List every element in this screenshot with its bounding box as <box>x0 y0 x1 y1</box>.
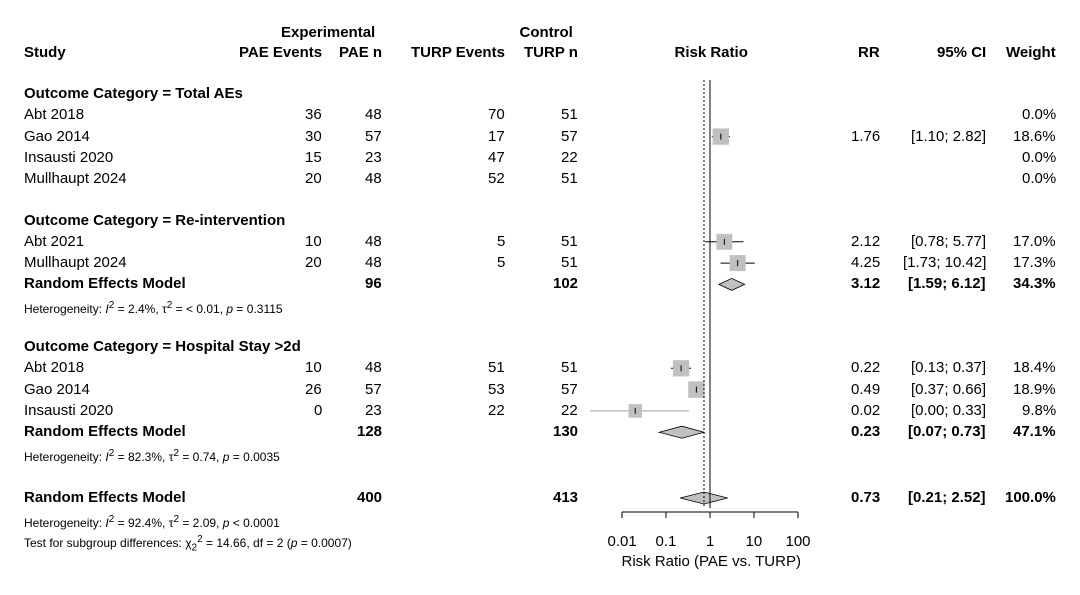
study-name: Gao 2014 <box>24 380 90 398</box>
pooled-diamond <box>719 278 745 290</box>
header-control: Control <box>519 24 573 41</box>
header-risk-ratio: Risk Ratio <box>674 44 748 61</box>
pae-n-cell: 48 <box>365 359 382 377</box>
rr-cell: 0.22 <box>851 359 881 377</box>
x-axis-label: Risk Ratio (PAE vs. TURP) <box>621 553 801 570</box>
overall-ci: [0.21; 2.52] <box>908 489 986 506</box>
pae-n-cell: 57 <box>365 127 382 145</box>
turp-n-cell: 22 <box>561 148 578 166</box>
pooled-turp-n: 130 <box>553 423 579 441</box>
study-name: Abt 2018 <box>24 106 85 124</box>
pooled-diamond <box>659 426 704 438</box>
subgroup-title: Outcome Category = Hospital Stay >2d <box>24 338 301 355</box>
weight-cell: 18.6% <box>1013 127 1056 145</box>
x-tick-label: 10 <box>745 533 763 550</box>
header-pae-events: PAE Events <box>239 44 323 61</box>
turp-n-cell: 51 <box>561 106 578 124</box>
overall-pae-n: 400 <box>357 489 383 506</box>
x-tick-label: 100 <box>785 533 811 550</box>
weight-cell: 9.8% <box>1022 401 1057 419</box>
weight-cell: 18.9% <box>1013 380 1056 398</box>
header-study: Study <box>24 44 66 61</box>
x-tick-label: 0.01 <box>607 533 637 550</box>
study-name: Mullhaupt 2024 <box>24 170 127 188</box>
pae-n-cell: 48 <box>365 232 382 250</box>
tau2-symbol: $\tau^2$ <box>162 299 173 316</box>
study-name: Insausti 2020 <box>24 148 114 166</box>
weight-cell: 0.0% <box>1022 170 1057 188</box>
weight-cell: 0.0% <box>1022 148 1057 166</box>
study-name: Insausti 2020 <box>24 401 114 419</box>
turp-n-cell: 51 <box>561 232 578 250</box>
pae-n-cell: 48 <box>365 170 382 188</box>
subgroup-title: Outcome Category = Re-intervention <box>24 211 286 229</box>
study-name: Abt 2021 <box>24 232 85 250</box>
turp-n-cell: 57 <box>561 127 578 145</box>
header-pae-n: PAE n <box>339 44 383 61</box>
pooled-label: Random Effects Model <box>24 275 186 293</box>
i2-symbol: $I^2$ <box>105 299 115 316</box>
turp-events-cell: 22 <box>488 401 505 419</box>
overall-heterogeneity-text: Heterogeneity: $I^2 = 92.4\%$, $\tau^2 = 2.09$, p < 0.0001 <box>24 514 280 530</box>
ci-cell: [0.78; 5.77] <box>911 232 987 250</box>
weight-cell: 0.0% <box>1022 106 1057 124</box>
turp-events-cell: 5 <box>497 254 506 272</box>
header-experimental: Experimental <box>281 24 376 41</box>
ci-cell: [1.73; 10.42] <box>903 254 987 272</box>
pae-events-cell: 10 <box>305 359 322 377</box>
pae-events-cell: 20 <box>305 254 322 272</box>
tau2-symbol: $\tau^2$ <box>168 447 179 464</box>
pooled-label: Random Effects Model <box>24 423 186 441</box>
overall-turp-n: 413 <box>553 489 579 506</box>
x-tick-label: 0.1 <box>655 533 677 550</box>
turp-n-cell: 51 <box>561 359 578 377</box>
pooled-weight: 34.3% <box>1013 275 1056 293</box>
ci-cell: [0.00; 0.33] <box>911 401 987 419</box>
pae-n-cell: 48 <box>365 106 382 124</box>
pae-n-cell: 57 <box>365 380 382 398</box>
pae-events-cell: 36 <box>305 106 322 124</box>
pae-events-cell: 0 <box>314 401 323 419</box>
study-name: Abt 2018 <box>24 359 85 377</box>
rr-cell: 0.02 <box>851 401 881 419</box>
pae-n-cell: 48 <box>365 254 382 272</box>
pae-n-cell: 23 <box>365 401 382 419</box>
overall-weight: 100.0% <box>1005 489 1056 506</box>
ci-cell: [0.37; 0.66] <box>911 380 987 398</box>
rr-cell: 0.49 <box>851 380 881 398</box>
heterogeneity-text: Heterogeneity: $I^2 = 2.4\%$, $\tau^2$ = < 0.01, p = 0.3115 <box>24 299 283 316</box>
pooled-pae-n: 128 <box>357 423 383 441</box>
ci-cell: [1.10; 2.82] <box>911 127 987 145</box>
p-symbol: p <box>222 516 230 530</box>
ci-cell: [0.13; 0.37] <box>911 359 987 377</box>
turp-n-cell: 51 <box>561 254 578 272</box>
pae-events-cell: 30 <box>305 127 322 145</box>
pooled-rr: 3.12 <box>851 275 881 293</box>
p-symbol: p <box>222 449 230 464</box>
pae-n-cell: 23 <box>365 148 382 166</box>
i2-symbol: $I^2$ <box>105 514 115 530</box>
rr-cell: 2.12 <box>851 232 881 250</box>
pooled-rr: 0.23 <box>851 423 881 441</box>
turp-events-cell: 5 <box>497 232 506 250</box>
pooled-pae-n: 96 <box>365 275 382 293</box>
weight-cell: 17.3% <box>1013 254 1056 272</box>
pae-events-cell: 15 <box>305 148 322 166</box>
turp-n-cell: 22 <box>561 401 578 419</box>
heterogeneity-text: Heterogeneity: $I^2 = 82.3\%$, $\tau^2 = 0.74$, p = 0.0035 <box>24 447 280 464</box>
turp-events-cell: 17 <box>488 127 505 145</box>
turp-events-cell: 53 <box>488 380 505 398</box>
rr-cell: 1.76 <box>851 127 881 145</box>
pooled-ci: [1.59; 6.12] <box>908 275 986 293</box>
header-ci: 95% CI <box>937 44 987 61</box>
pooled-ci: [0.07; 0.73] <box>908 423 986 441</box>
tau2-symbol: $\tau^2$ <box>168 514 179 530</box>
pae-events-cell: 20 <box>305 170 322 188</box>
header-turp-events: TURP Events <box>411 44 505 61</box>
turp-events-cell: 70 <box>488 106 505 124</box>
subgroup-test-text: Test for subgroup differences: $\chi_2^2 = 14.66$, df = 2 (p = 0.0007) <box>24 534 352 554</box>
pooled-turp-n: 102 <box>553 275 579 293</box>
subgroup-title: Outcome Category = Total AEs <box>24 85 243 102</box>
p-symbol: p <box>226 301 234 316</box>
header-turp-n: TURP n <box>524 44 578 61</box>
study-name: Mullhaupt 2024 <box>24 254 127 272</box>
overall-rr: 0.73 <box>851 489 881 506</box>
weight-cell: 17.0% <box>1013 232 1056 250</box>
weight-cell: 18.4% <box>1013 359 1056 377</box>
p-symbol: p <box>290 536 298 550</box>
header-weight: Weight <box>1006 44 1056 61</box>
rr-cell: 4.25 <box>851 254 881 272</box>
overall-label: Random Effects Model <box>24 489 186 506</box>
turp-events-cell: 51 <box>488 359 505 377</box>
pae-events-cell: 26 <box>305 380 322 398</box>
turp-n-cell: 51 <box>561 170 578 188</box>
pae-events-cell: 10 <box>305 232 322 250</box>
turp-events-cell: 47 <box>488 148 505 166</box>
x-tick-label: 1 <box>706 533 715 550</box>
pooled-weight: 47.1% <box>1013 423 1056 441</box>
turp-n-cell: 57 <box>561 380 578 398</box>
turp-events-cell: 52 <box>488 170 505 188</box>
i2-symbol: $I^2$ <box>105 447 115 464</box>
study-name: Gao 2014 <box>24 127 90 145</box>
chi2-symbol: $\chi_2^2$ <box>185 534 203 554</box>
header-rr: RR <box>858 44 880 61</box>
